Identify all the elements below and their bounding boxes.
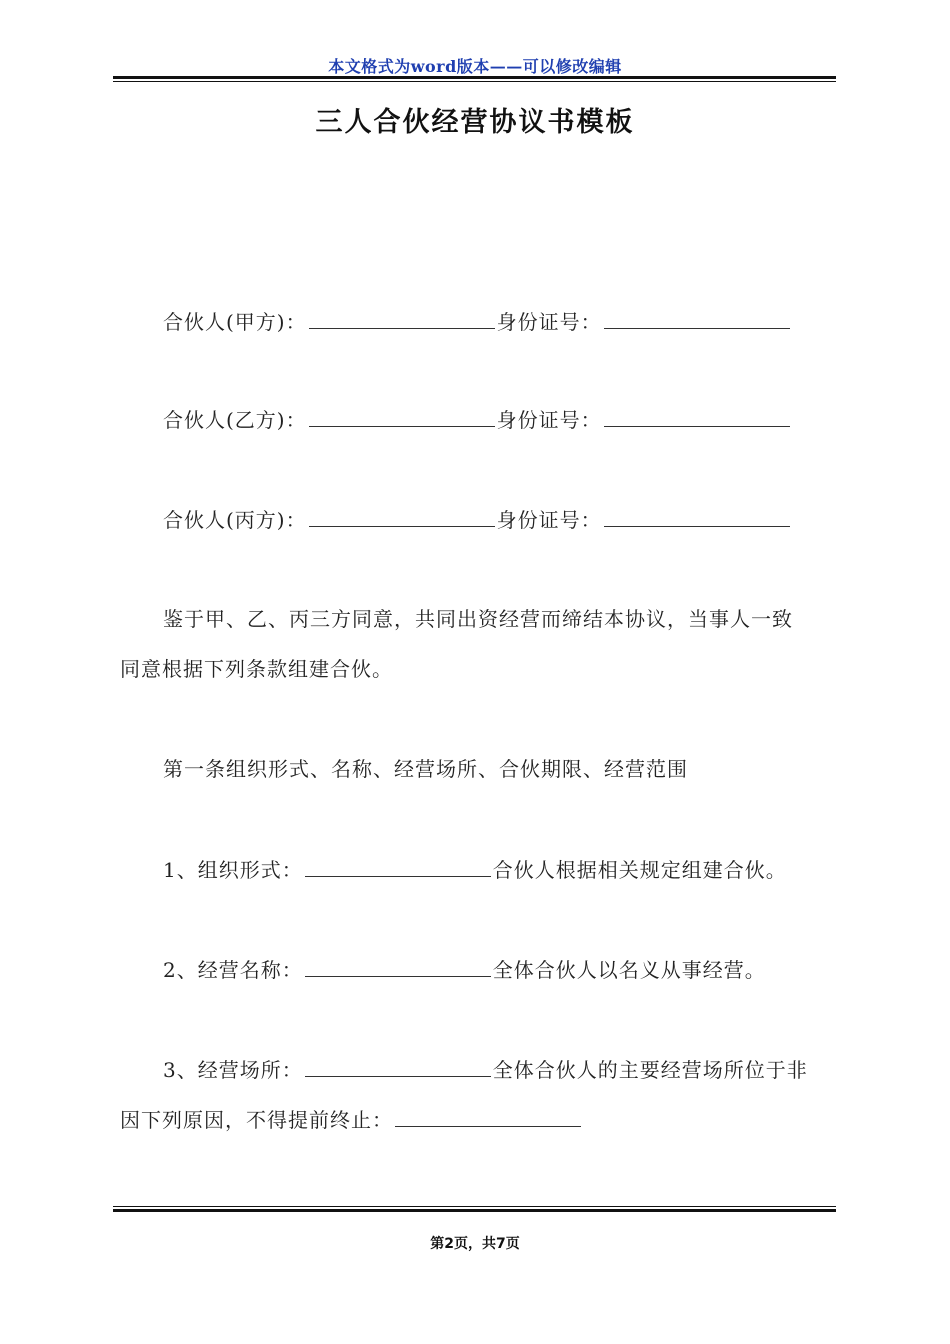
- item-1-label: 1、组织形式：: [163, 858, 303, 882]
- partner-c-id-label: 身份证号：: [496, 508, 602, 532]
- item-2-tail: 全体合伙人以名义从事经营。: [492, 958, 766, 982]
- item-2-blank[interactable]: [305, 956, 491, 977]
- footer-rule-thin: [113, 1206, 836, 1207]
- document-title: 三人合伙经营协议书模板: [315, 107, 635, 138]
- partner-line-b: [163, 406, 792, 433]
- partner-line-c: [163, 506, 792, 533]
- item-2-label: 2、经营名称：: [163, 958, 303, 982]
- article-1-heading: 第一条组织形式、名称、经营场所、合伙期限、经营范围: [163, 757, 688, 781]
- partner-b-id-blank[interactable]: [604, 406, 790, 427]
- footer-rule: [113, 1209, 836, 1212]
- partner-c-id-blank[interactable]: [604, 506, 790, 527]
- item-2: [163, 956, 766, 983]
- partner-b-name-blank[interactable]: [309, 406, 495, 427]
- item-3-continuation-text: 因下列原因，不得提前终止：: [120, 1108, 393, 1132]
- partner-a-id-blank[interactable]: [604, 308, 790, 329]
- partner-b-id-label: 身份证号：: [496, 408, 602, 432]
- partner-a-label: 合伙人(甲方)：: [163, 310, 307, 334]
- item-3-continuation: [120, 1106, 583, 1133]
- item-1: [163, 856, 787, 883]
- partner-b-label: 合伙人(乙方)：: [163, 408, 307, 432]
- intro-line-2: 同意根据下列条款组建合伙。: [120, 657, 393, 681]
- header-rule-thin: [113, 81, 836, 82]
- item-3-blank[interactable]: [305, 1056, 491, 1077]
- page-number: 第2页，共7页: [430, 1236, 520, 1252]
- partner-a-name-blank[interactable]: [309, 308, 495, 329]
- item-3-label: 3、经营场所：: [163, 1058, 303, 1082]
- intro-line-1: 鉴于甲、乙、丙三方同意，共同出资经营而缔结本协议，当事人一致: [163, 607, 793, 631]
- item-3-continuation-blank[interactable]: [395, 1106, 581, 1127]
- partner-c-label: 合伙人(丙方)：: [163, 508, 307, 532]
- item-3: [163, 1056, 808, 1083]
- partner-c-name-blank[interactable]: [309, 506, 495, 527]
- item-1-blank[interactable]: [305, 856, 491, 877]
- item-3-tail: 全体合伙人的主要经营场所位于非: [492, 1058, 808, 1082]
- header-note: 本文格式为word版本——可以修改编辑: [328, 57, 622, 76]
- partner-line-a: [163, 308, 792, 335]
- partner-a-id-label: 身份证号：: [496, 310, 602, 334]
- item-1-tail: 合伙人根据相关规定组建合伙。: [492, 858, 787, 882]
- header-rule: [113, 76, 836, 79]
